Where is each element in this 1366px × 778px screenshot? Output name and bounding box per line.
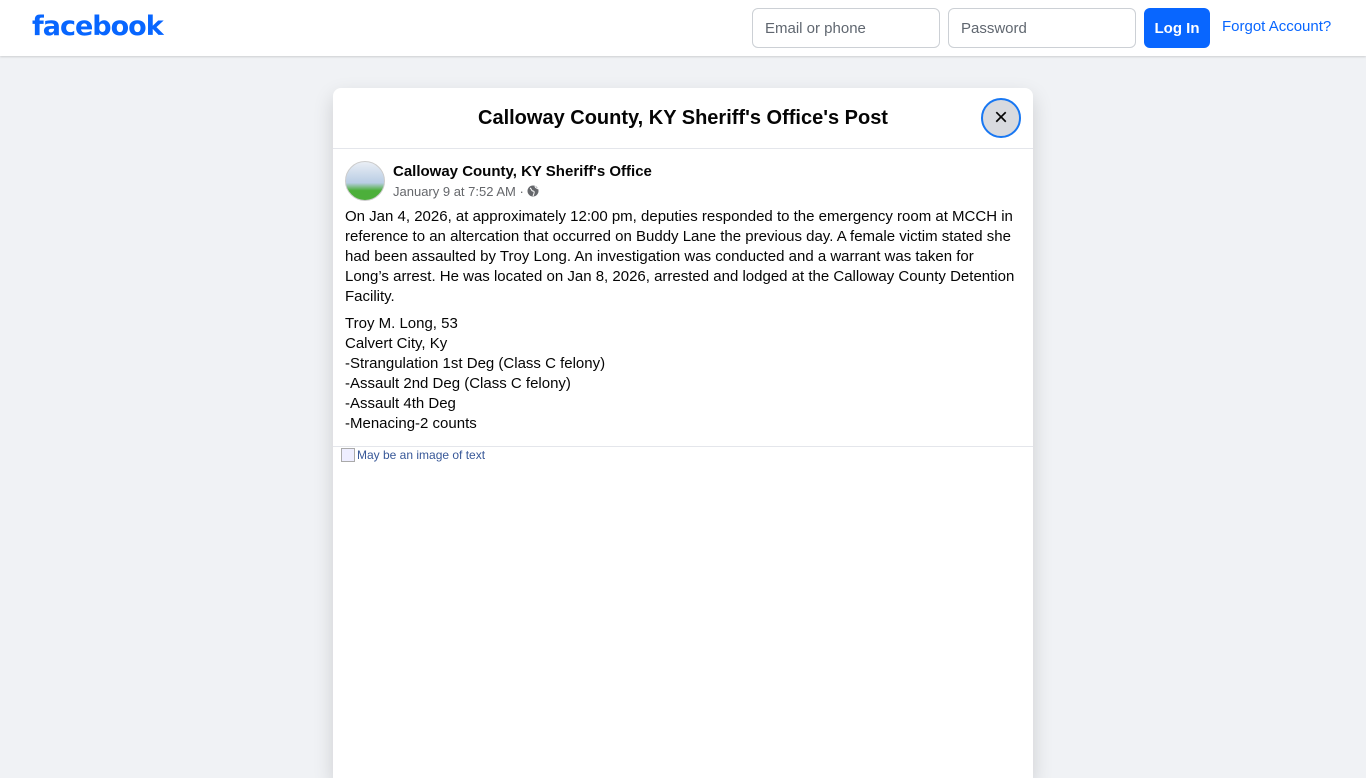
image-alt-text: May be an image of text <box>357 448 486 462</box>
close-button[interactable] <box>981 98 1021 138</box>
post-paragraph: On Jan 4, 2026, at approximately 12:00 pm, deputies responded to the emergency room at MCCH in reference to an altercation that occurred on Buddy Lane the previous day. A female victim stated she had been assaulted by Troy Long. An investigation was conducted and a warrant was taken for Long’s arrest. He was located on Jan 8, 2026, arrested and lodged at the Calloway County Detention Facility. <box>345 208 1015 305</box>
broken-image-icon <box>341 448 355 462</box>
modal-title: Calloway County, KY Sheriff's Office's Post <box>333 88 1033 149</box>
post-author <box>333 149 1033 201</box>
globe-icon <box>527 185 539 197</box>
facebook-logo[interactable]: facebook <box>32 11 163 42</box>
close-icon: × <box>993 104 1008 131</box>
post-line: -Strangulation 1st Deg (Class C felony) <box>345 355 606 372</box>
author-name[interactable]: Calloway County, KY Sheriff's Office <box>393 163 652 180</box>
password-input[interactable] <box>948 8 1136 48</box>
post-image[interactable] <box>333 447 1033 463</box>
post-line: Calvert City, Ky <box>345 335 448 352</box>
login-button[interactable]: Log In <box>1144 8 1210 48</box>
forgot-account-link[interactable]: Forgot Account? <box>1222 18 1332 35</box>
avatar[interactable] <box>345 161 385 201</box>
post-line: Troy M. Long, 53 <box>345 315 458 332</box>
post-line: -Menacing-2 counts <box>345 415 477 432</box>
post-line: -Assault 4th Deg <box>345 395 456 412</box>
separator: · <box>519 184 524 199</box>
post-body <box>333 201 1033 434</box>
post-line: -Assault 2nd Deg (Class C felony) <box>345 375 571 392</box>
post-timestamp[interactable]: January 9 at 7:52 AM <box>393 184 516 199</box>
post-modal <box>333 88 1033 778</box>
top-bar <box>0 0 1366 56</box>
email-input[interactable] <box>752 8 940 48</box>
